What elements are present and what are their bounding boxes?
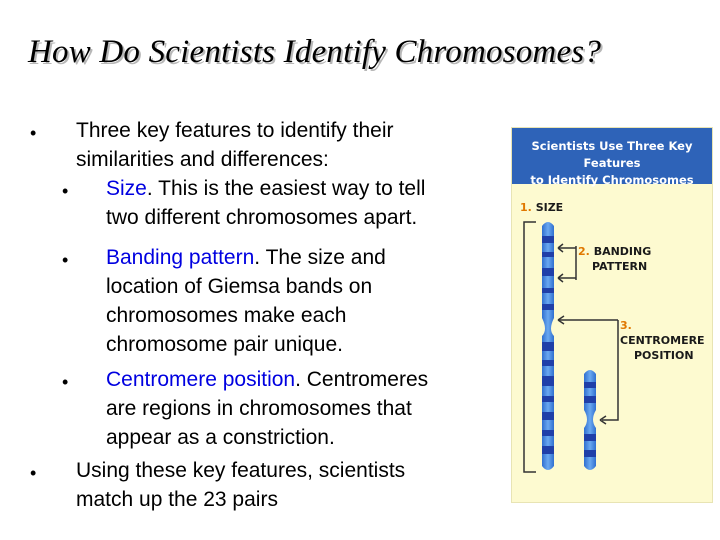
label-centromere: 3. CENTROMERE POSITION xyxy=(620,319,705,362)
size-line-1: Size. This is the easiest way to tell xyxy=(106,177,426,200)
sub-bullet-marker: • xyxy=(62,372,69,392)
size-bracket xyxy=(524,222,536,472)
chromosome-short xyxy=(584,370,596,470)
chromosome-figure xyxy=(512,128,712,502)
size-term: Size xyxy=(106,177,147,200)
centromere-arrow-short xyxy=(602,320,618,420)
centromere-line-3: appear as a constriction. xyxy=(106,426,335,449)
sub-bullet-marker: • xyxy=(62,250,69,270)
label-banding: 2. BANDING PATTERN xyxy=(578,245,652,273)
banding-line-4: chromosome pair unique. xyxy=(106,333,343,356)
bullet-marker: • xyxy=(30,463,37,483)
slide-title: How Do Scientists Identify Chromosomes? xyxy=(28,34,602,70)
centromere-line-2: are regions in chromosomes that xyxy=(106,397,412,420)
banding-line-1: Banding pattern. The size and xyxy=(106,246,386,269)
banding-line-3: chromosomes make each xyxy=(106,304,347,327)
closing-line-1: Using these key features, scientists xyxy=(76,459,406,482)
intro-line-2: similarities and differences: xyxy=(76,148,329,171)
banding-term: Banding pattern xyxy=(106,246,255,269)
centromere-term: Centromere position xyxy=(106,368,296,391)
sub-bullet-marker: • xyxy=(62,181,69,201)
intro-line-1: Three key features to identify their xyxy=(76,119,394,142)
bullet-marker: • xyxy=(30,123,37,143)
chromosome-illustration xyxy=(512,128,712,502)
size-line-2: two different chromosomes apart. xyxy=(106,206,418,229)
label-size: 1. SIZE xyxy=(520,201,564,214)
closing-line-2: match up the 23 pairs xyxy=(76,488,278,511)
chromosome-long xyxy=(542,222,554,470)
banding-line-2: location of Giemsa bands on xyxy=(106,275,373,298)
figure-header: Scientists Use Three Key Features to Identify Chromosomes xyxy=(512,128,712,184)
centromere-line-1: Centromere position. Centromeres xyxy=(106,368,429,391)
